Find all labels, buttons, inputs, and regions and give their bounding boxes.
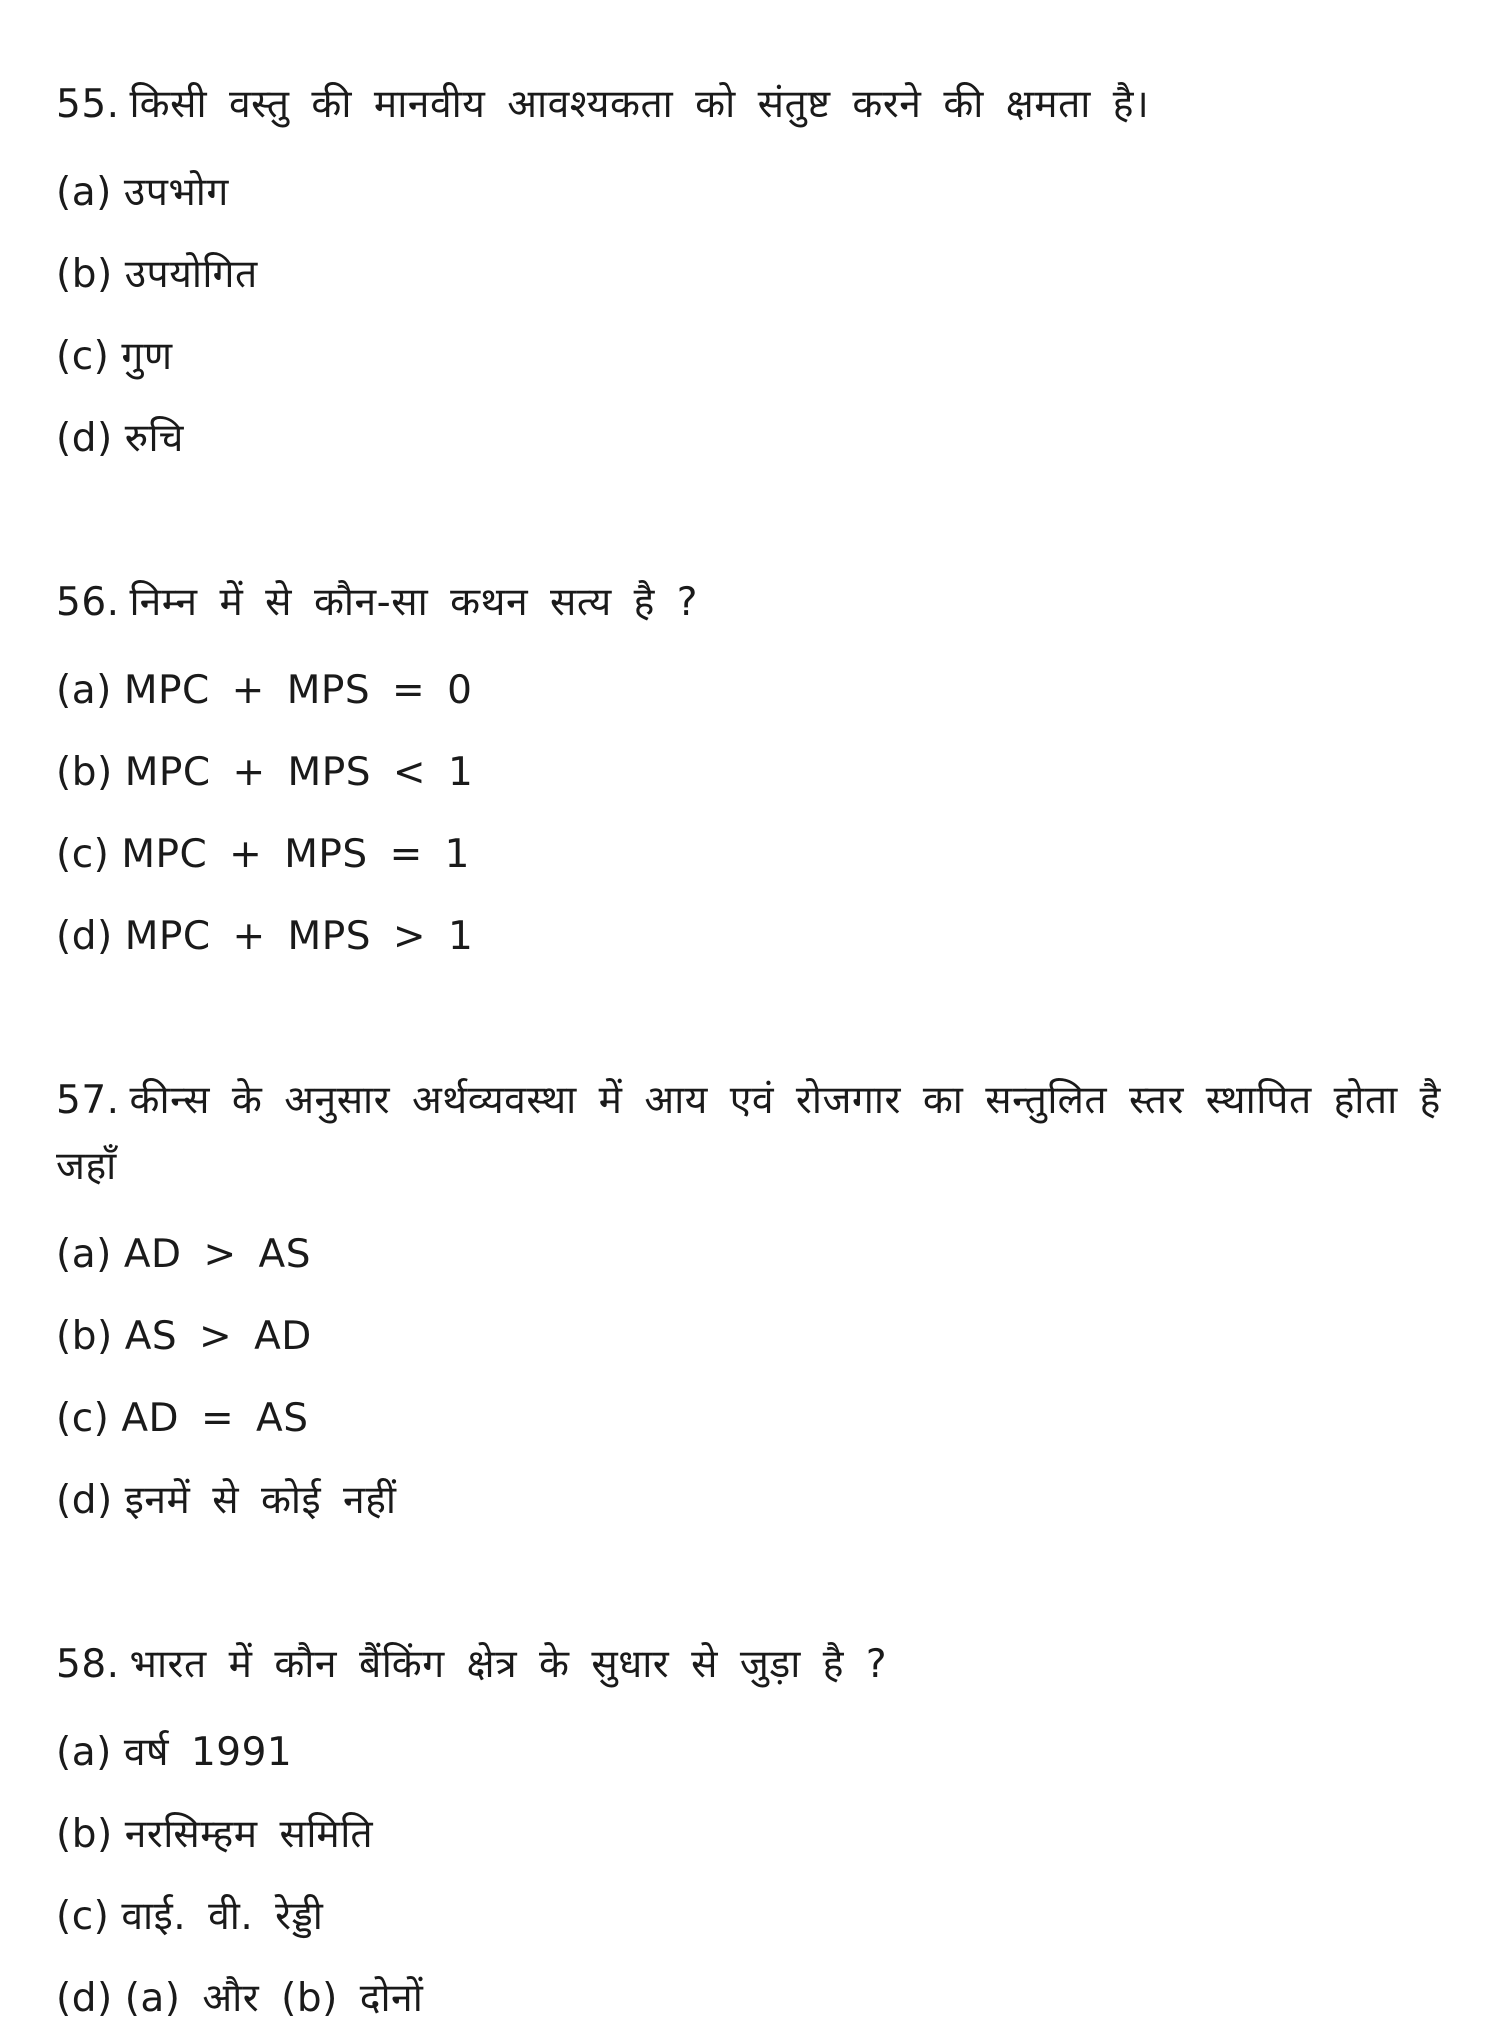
option-text: वाई. वी. रेड्डी <box>121 1894 324 1939</box>
option-text: रुचि <box>124 416 184 461</box>
option-c <box>56 1378 1445 1460</box>
question-stem <box>56 570 1445 636</box>
options-list <box>56 1214 1445 1542</box>
option-letter: (a) <box>56 668 112 713</box>
question-number: 55. <box>56 82 120 127</box>
question-stem <box>56 1068 1445 1200</box>
option-text: उपभोग <box>123 170 229 215</box>
question-text: कीन्स के अनुसार अर्थव्यवस्था में आय एवं रोजगार का सन्तुलित स्तर स्थापित होता है जहाँ <box>56 1078 1441 1189</box>
question-text: निम्न में से कौन-सा कथन सत्य है ? <box>129 580 698 625</box>
options-list <box>56 152 1445 480</box>
option-a <box>56 152 1445 234</box>
option-letter: (c) <box>56 832 110 877</box>
option-d <box>56 1958 1445 2040</box>
option-letter: (a) <box>56 170 112 215</box>
option-b <box>56 234 1445 316</box>
question-text: किसी वस्तु की मानवीय आवश्यकता को संतुष्ट करने की क्षमता है। <box>129 82 1150 127</box>
option-text: वर्ष 1991 <box>123 1730 293 1775</box>
option-d <box>56 896 1445 978</box>
option-text: MPC + MPS = 1 <box>121 832 470 877</box>
question-55 <box>56 72 1445 480</box>
question-number: 58. <box>56 1642 120 1687</box>
option-a <box>56 1712 1445 1794</box>
option-letter: (b) <box>56 750 113 795</box>
option-text: AD > AS <box>123 1232 311 1277</box>
option-letter: (b) <box>56 1314 113 1359</box>
option-letter: (d) <box>56 914 113 959</box>
option-text: (a) और (b) दोनों <box>124 1976 424 2021</box>
option-text: AD = AS <box>121 1396 309 1441</box>
option-c <box>56 316 1445 398</box>
option-text: उपयोगित <box>124 252 258 297</box>
option-b <box>56 732 1445 814</box>
option-letter: (c) <box>56 1396 110 1441</box>
option-letter: (d) <box>56 416 113 461</box>
option-d <box>56 398 1445 480</box>
question-number: 56. <box>56 580 120 625</box>
option-text: AS > AD <box>124 1314 312 1359</box>
option-letter: (b) <box>56 1812 113 1857</box>
option-letter: (d) <box>56 1976 113 2021</box>
question-number: 57. <box>56 1078 120 1123</box>
option-text: गुण <box>121 334 173 379</box>
option-text: MPC + MPS > 1 <box>124 914 474 959</box>
option-text: MPC + MPS < 1 <box>124 750 474 795</box>
option-letter: (b) <box>56 252 113 297</box>
question-stem <box>56 72 1445 138</box>
option-c <box>56 814 1445 896</box>
question-stem <box>56 1632 1445 1698</box>
option-text: इनमें से कोई नहीं <box>124 1478 397 1523</box>
question-57 <box>56 1068 1445 1542</box>
option-letter: (c) <box>56 1894 110 1939</box>
option-b <box>56 1794 1445 1876</box>
option-letter: (d) <box>56 1478 113 1523</box>
option-letter: (a) <box>56 1730 112 1775</box>
option-text: नरसिम्हम समिति <box>124 1812 374 1857</box>
option-letter: (a) <box>56 1232 112 1277</box>
question-58 <box>56 1632 1445 2040</box>
question-text: भारत में कौन बैंकिंग क्षेत्र के सुधार से जुड़ा है ? <box>129 1642 888 1687</box>
option-c <box>56 1876 1445 1958</box>
options-list <box>56 1712 1445 2040</box>
options-list <box>56 650 1445 978</box>
option-b <box>56 1296 1445 1378</box>
question-56 <box>56 570 1445 978</box>
option-a <box>56 1214 1445 1296</box>
option-a <box>56 650 1445 732</box>
option-d <box>56 1460 1445 1542</box>
option-letter: (c) <box>56 334 110 379</box>
option-text: MPC + MPS = 0 <box>123 668 473 713</box>
